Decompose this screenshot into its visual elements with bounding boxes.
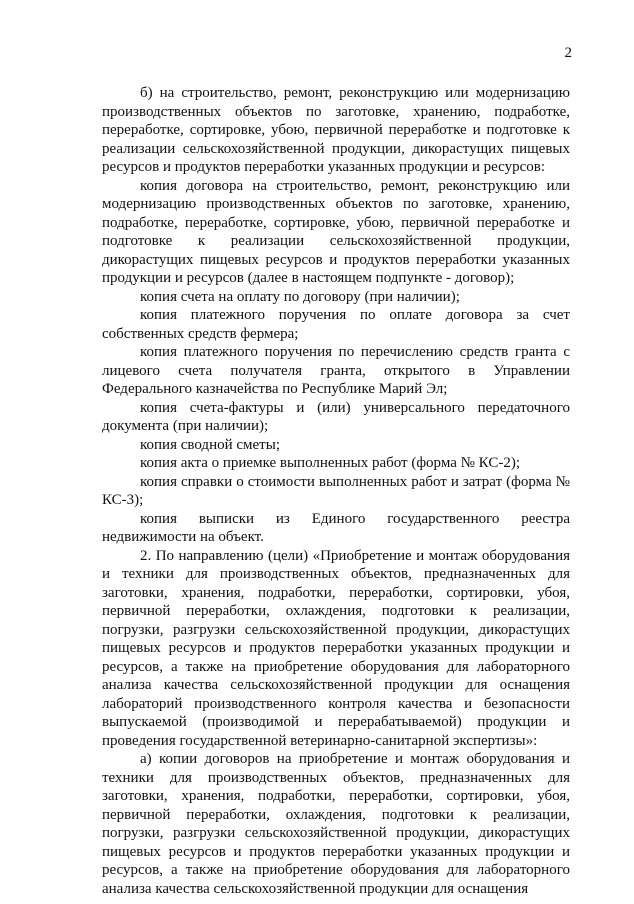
paragraph-invoice-upd: копия счета-фактуры и (или) универсального передаточного документа (при наличии); (102, 399, 570, 434)
paragraph-a-equipment-contracts: а) копии договоров на приобретение и монтаж оборудования и техники для производственных объектов, предназначенных для заготовки, хранения, подработки, переработки, сортировки, убоя, первичной переработки, охлаждения, подготовки к реализации, погрузки, разгрузки сельскохозяйственной продукции, дикорастущих пищевых ресурсов и продуктов переработки указанных продукции и ресурсов, а также на приобретение оборудования для лабораторного анализа качества сельскохозяйственной продукции для оснащения (102, 751, 570, 897)
paragraph-contract-copy: копия договора на строительство, ремонт, реконструкцию или модернизацию производственных объектов по заготовке, хранению, подработке, переработке, сортировке, убою, первичной переработке и подготовке к реализации сельскохозяйственной продукции, дикорастущих пищевых ресурсов и продуктов переработки указанных продукции и ресурсов (далее в настоящем подпункте - договор); (102, 177, 570, 286)
paragraph-registry-extract: копия выписки из Единого государственного реестра недвижимости на объект. (102, 510, 570, 545)
paragraph-b-construction: б) на строительство, ремонт, реконструкцию или модернизацию производственных объектов по заготовке, хранению, подработке, переработке, сортировке, убою, первичной переработке и подготовке к реализации сельскохозяйственной продукции, дикорастущих пищевых ресурсов и продуктов переработки указанных продукции и ресурсов: (102, 85, 570, 175)
paragraph-payment-order-grant: копия платежного поручения по перечислению средств гранта с лицевого счета получателя гранта, открытого в Управлении Федерального казначейства по Республике Марий Эл; (102, 344, 570, 397)
paragraph-summary-estimate: копия сводной сметы; (140, 436, 280, 453)
paragraph-invoice-copy: копия счета на оплату по договору (при наличии); (140, 288, 460, 305)
paragraph-payment-order-own-funds: копия платежного поручения по оплате договора за счет собственных средств фермера; (102, 307, 570, 342)
paragraph-cost-certificate-ks3: копия справки о стоимости выполненных работ и затрат (форма № КС-3); (102, 473, 570, 508)
page-number: 2 (564, 45, 572, 61)
paragraph-section-2-direction: 2. По направлению (цели) «Приобретение и монтаж оборудования и техники для производственных объектов, предназначенных для заготовки, хранения, подработки, переработки, сортировки, убоя, первичной переработки, охлаждения, подготовки к реализации, погрузки, разгрузки сельскохозяйственной продукции, дикорастущих пищевых ресурсов и продуктов переработки указанных продукции и ресурсов, а также на приобретение оборудования для лабораторного анализа качества сельскохозяйственной продукции для оснащения лабораторий производственного контроля качества и безопасности выпускаемой (производимой и перерабатываемой) продукции и проведения государственной ветеринарно-санитарной экспертизы»: (102, 547, 570, 749)
document-body (102, 84, 570, 898)
paragraph-acceptance-act-ks2: копия акта о приемке выполненных работ (форма № КС-2); (140, 455, 520, 471)
